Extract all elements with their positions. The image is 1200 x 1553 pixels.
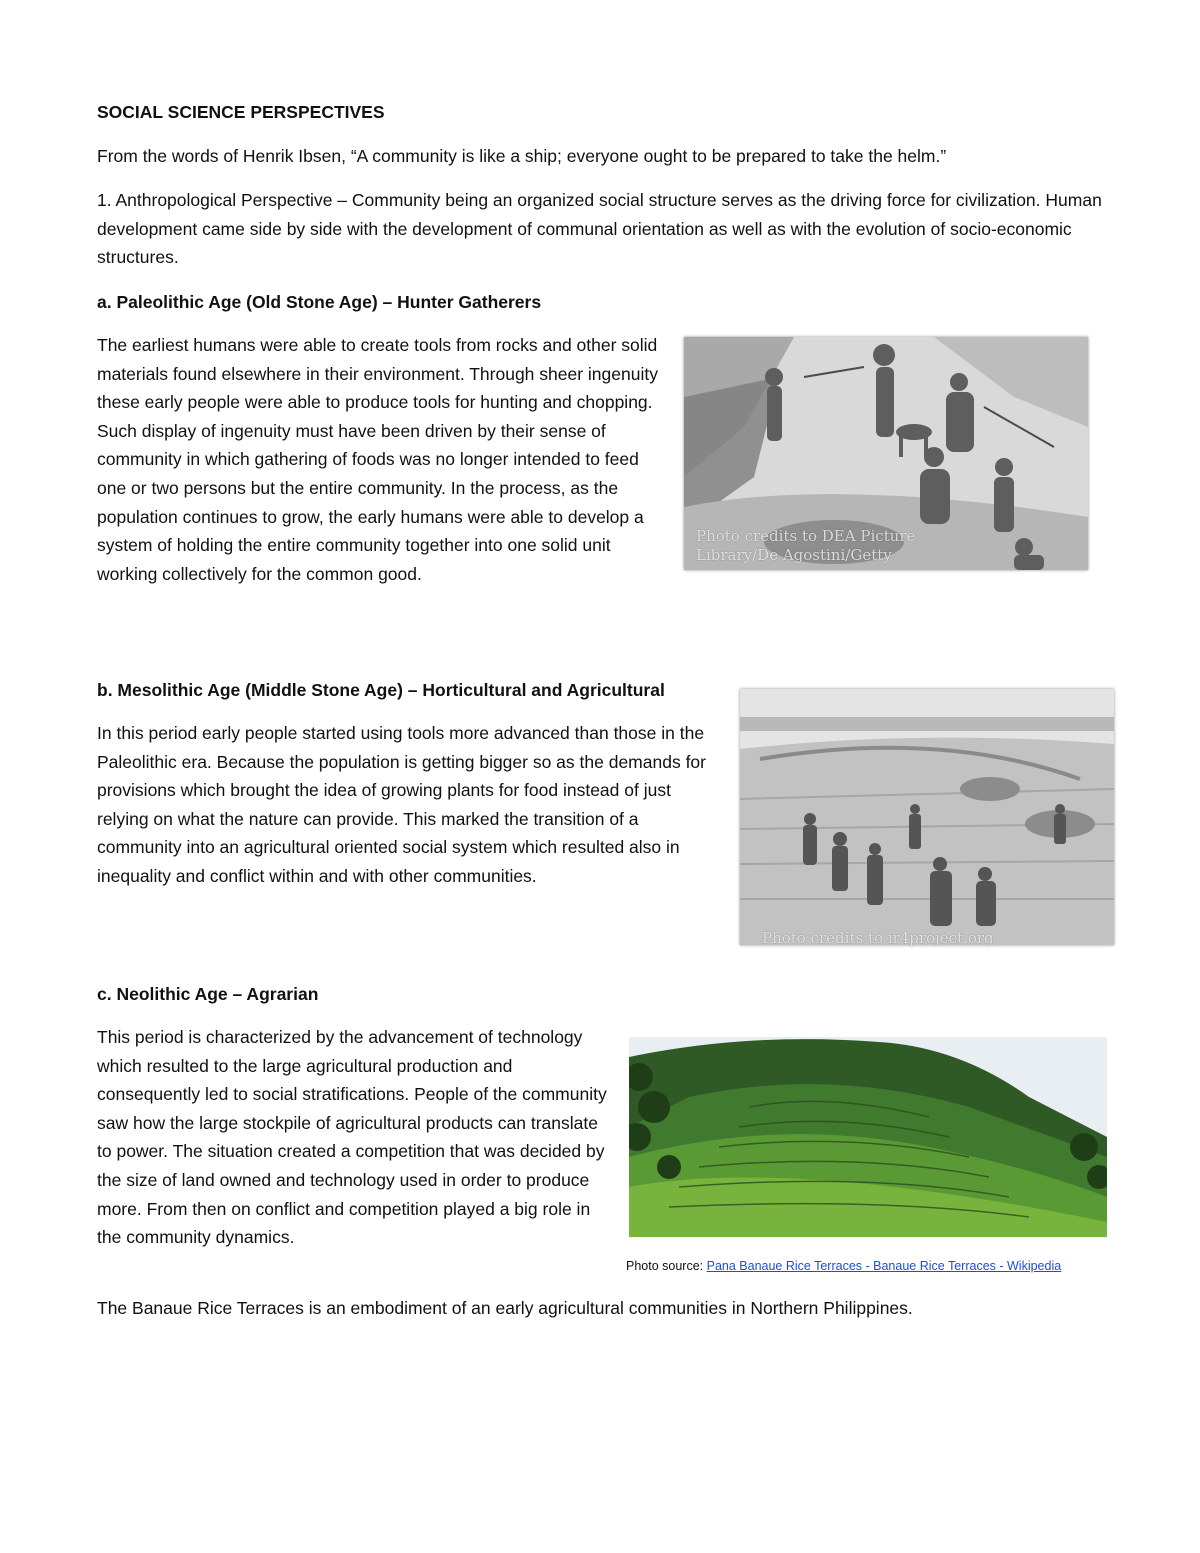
banaue-photo-caption bbox=[626, 1258, 1061, 1274]
paleolithic-paragraph: The earliest humans were able to create tools from rocks and other solid materials found elsewhere in their environment. Through sheer ingenuity these early people were able to produce tools for hunting and chopping. Such display of ingenuity must have been driven by their sense of community in which gathering of foods was no longer intended to feed one or two persons but the entire community. In the process, as the population continues to grow, the early humans were able to develop a system of holding the entire community together into one solid unit working collectively for the common good. bbox=[97, 335, 658, 584]
mesolithic-heading: b. Mesolithic Age (Middle Stone Age) – Horticultural and Agricultural bbox=[97, 680, 665, 700]
paleolithic-heading: a. Paleolithic Age (Old Stone Age) – Hunter Gatherers bbox=[97, 292, 542, 312]
banaue-rice-terraces-photo bbox=[629, 1037, 1107, 1237]
mesolithic-agriculture-photo bbox=[740, 689, 1114, 945]
mesolithic-paragraph: In this period early people started using tools more advanced than those in the Paleolithic era. Because the population is getting bigger so as the demands for provisions which brought the idea of growing plants for food instead of just relying on what the nature can provide. This marked the transition of a community into an agricultural oriented social system which resulted also in inequality and conflict within and with other communities. bbox=[97, 723, 706, 886]
paleolithic-photo-credit: Photo credits to DEA Picture Library/De Agostini/Getty bbox=[696, 527, 916, 564]
document-title: SOCIAL SCIENCE PERSPECTIVES bbox=[97, 102, 385, 122]
neolithic-paragraph: This period is characterized by the advancement of technology which resulted to the large agricultural production and consequently led to social stratifications. People of the community saw how the large stockpile of agricultural products can translate to power. The situation created a competition that was decided by the size of land owned and technology used in order to produce more. From then on conflict and competition played a big role in the community dynamics. bbox=[97, 1027, 607, 1248]
mesolithic-photo-credit: Photo credits to ir4project.org bbox=[762, 929, 994, 947]
anthropological-perspective-paragraph: 1. Anthropological Perspective – Community being an organized social structure serves as the driving force for civilization. Human development came side by side with the development of communal orientation as well as with the evolution of socio-economic structures. bbox=[97, 190, 1102, 268]
ibsen-quote: From the words of Henrik Ibsen, “A community is like a ship; everyone ought to be prepared to take the helm.” bbox=[97, 146, 947, 166]
neolithic-heading: c. Neolithic Age – Agrarian bbox=[97, 984, 319, 1004]
caption-prefix: Photo source: bbox=[626, 1259, 707, 1273]
closing-paragraph: The Banaue Rice Terraces is an embodiment of an early agricultural communities in Northern Philippines. bbox=[97, 1298, 913, 1318]
wikipedia-source-link[interactable]: Pana Banaue Rice Terraces - Banaue Rice Terraces - Wikipedia bbox=[706, 1259, 1062, 1273]
